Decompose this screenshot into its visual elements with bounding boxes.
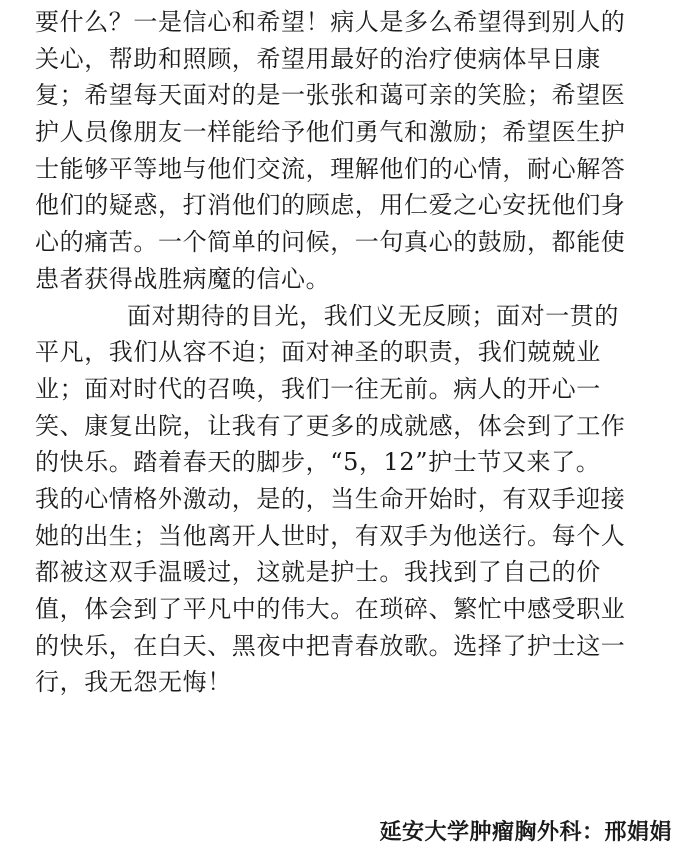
text-line: 行，我无怨无悔！	[35, 668, 232, 697]
text-line: 护人员像朋友一样能给予他们勇气和激励；希望医生护	[35, 118, 626, 147]
text-line: 关心，帮助和照顾，希望用最好的治疗使病体早日康	[35, 44, 601, 73]
text-line: 业；面对时代的召唤，我们一往无前。病人的开心一	[35, 374, 601, 403]
text-line: 的快乐，在白天、黑夜中把青春放歌。选择了护士这一	[35, 631, 626, 660]
text-line: 她的出生；当他离开人世时，有双手为他送行。每个人	[35, 521, 626, 550]
text-line: 心的痛苦。一个简单的问候，一句真心的鼓励，都能使	[35, 228, 626, 257]
paragraph-2	[35, 298, 670, 702]
text-line: 值，体会到了平凡中的伟大。在琐碎、繁忙中感受职业	[35, 595, 626, 623]
paragraph-1	[35, 4, 670, 298]
text-line: 笑、康复出院，让我有了更多的成就感，体会到了工作	[35, 411, 626, 440]
text-line: 面对期待的目光，我们义无反顾；面对一贯的	[127, 301, 619, 330]
author-signature: 延安大学肿瘤胸外科：邢娟娟	[379, 820, 672, 845]
text-line: 的快乐。踏着春天的脚步，“5，12”护士节又来了。	[35, 448, 601, 477]
text-line: 患者获得战胜病魔的信心。	[35, 264, 331, 293]
text-line: 要什么？一是信心和希望！病人是多么希望得到别人的	[35, 8, 626, 36]
text-line: 士能够平等地与他们交流，理解他们的心情，耐心解答	[35, 154, 626, 183]
text-line: 我的心情格外激动，是的，当生命开始时，有双手迎接	[35, 484, 626, 513]
text-line: 都被这双手温暖过，这就是护士。我找到了自己的价	[35, 558, 601, 587]
text-line: 他们的疑惑，打消他们的顾虑，用仁爱之心安抚他们身	[35, 191, 626, 220]
text-line: 平凡，我们从容不迫；面对神圣的职责，我们兢兢业	[35, 338, 601, 367]
text-line: 复；希望每天面对的是一张张和蔼可亲的笑脸；希望医	[35, 81, 626, 110]
